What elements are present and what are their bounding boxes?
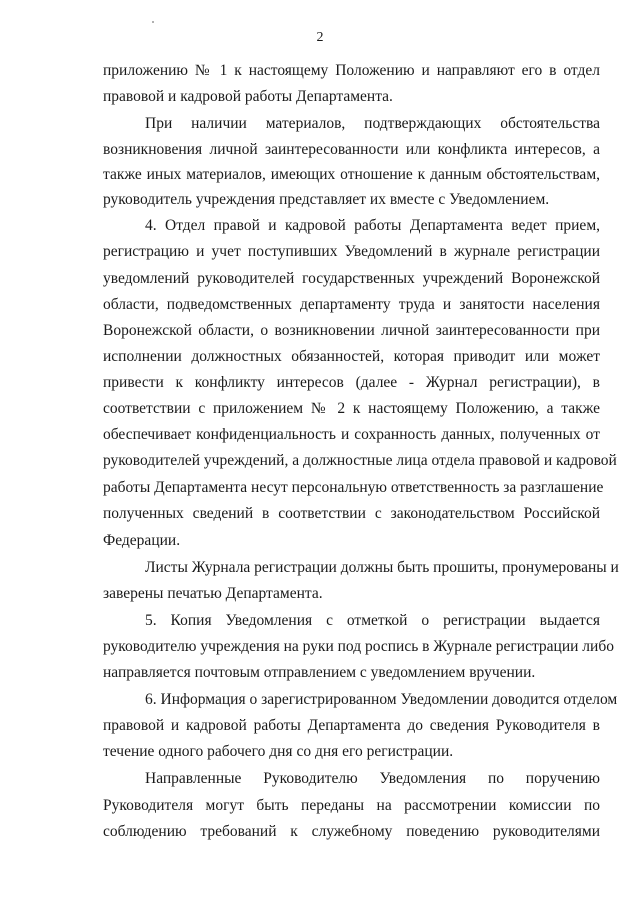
text-line: полученных сведений в соответствии с законодательством Российской	[103, 505, 600, 522]
text-line: 5. Копия Уведомления с отметкой о регистрации выдается	[145, 612, 600, 629]
text-line: правовой и кадровой работы Департамента.	[103, 88, 393, 105]
text-line: Листы Журнала регистрации должны быть прошиты, пронумерованы и	[145, 559, 619, 576]
text-line: Руководителя могут быть переданы на рассмотрении комиссии по	[103, 797, 600, 814]
text-line: Направленные Руководителю Уведомления по поручению	[145, 770, 600, 787]
text-line: правовой и кадровой работы Департамента до сведения Руководителя в	[103, 717, 600, 734]
text-line: 4. Отдел правой и кадровой работы Департамента ведет прием,	[145, 217, 600, 234]
text-line: При наличии материалов, подтверждающих обстоятельства	[145, 115, 600, 132]
text-line: уведомлений руководителей государственных учреждений Воронежской	[103, 270, 600, 287]
text-line: соблюдению требований к служебному поведению руководителями	[103, 823, 600, 840]
text-line: также иных материалов, имеющих отношение к данным обстоятельствам,	[103, 166, 600, 183]
text-line: 6. Информация о зарегистрированном Уведомлении доводится отделом	[145, 691, 618, 708]
text-line: заверены печатью Департамента.	[103, 585, 323, 602]
text-line: руководителей учреждений, а должностные лица отдела правовой и кадровой	[103, 452, 617, 469]
scan-speck	[152, 21, 154, 23]
text-line: направляется почтовым отправлением с уведомлением вручении.	[103, 664, 536, 681]
text-line: руководителю учреждения на руки под роспись в Журнале регистрации либо	[103, 638, 614, 655]
text-line: регистрацию и учет поступивших Уведомлений в журнале регистрации	[103, 243, 600, 260]
text-line: привести к конфликту интересов (далее - Журнал регистрации), в	[103, 374, 600, 391]
text-line: течение одного рабочего дня со дня его регистрации.	[103, 743, 454, 760]
text-line: приложению № 1 к настоящему Положению и направляют его в отдел	[103, 62, 600, 79]
text-line: обеспечивает конфиденциальность и сохранность данных, полученных от	[103, 426, 600, 443]
text-line: руководитель учреждения представляет их вместе с Уведомлением.	[103, 191, 550, 208]
text-line: возникновения личной заинтересованности или конфликта интересов, а	[103, 141, 600, 158]
text-line: области, подведомственных департаменту труда и занятости населения	[103, 296, 600, 313]
text-line: исполнении должностных обязанностей, которая приводит или может	[103, 348, 600, 365]
page-number: 2	[316, 30, 324, 45]
text-line: соответствии с приложением № 2 к настоящему Положению, а также	[103, 400, 600, 417]
text-line: Федерации.	[103, 532, 181, 549]
text-line: работы Департамента несут персональную ответственность за разглашение	[103, 479, 604, 496]
text-line: Воронежской области, о возникновении личной заинтересованности при	[103, 322, 600, 339]
